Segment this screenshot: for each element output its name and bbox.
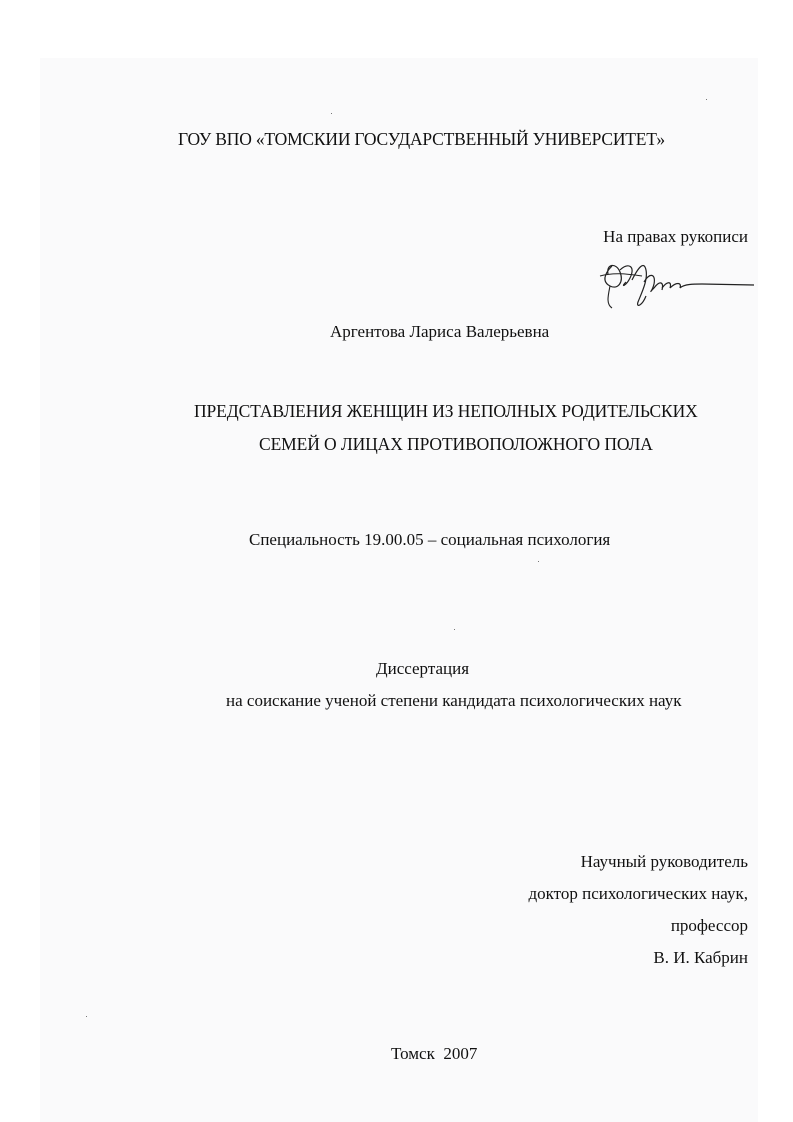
author-signature (598, 252, 758, 312)
supervisor-title: профессор (670, 916, 748, 935)
scan-speck (86, 1016, 87, 1017)
dissertation-type: Диссертация (376, 659, 470, 678)
manuscript-note: На правах рукописи (603, 227, 748, 246)
degree-sought: на соискание ученой степени кандидата психологических наук (226, 691, 682, 710)
dissertation-title-line-2: СЕМЕЙ О ЛИЦАХ ПРОТИВОПОЛОЖНОГО ПОЛА (259, 434, 653, 454)
supervisor-name: В. И. Кабрин (653, 948, 748, 967)
supervisor-role: Научный руководитель (580, 852, 748, 871)
scan-speck (706, 99, 707, 100)
author-name: Аргентова Лариса Валерьевна (330, 322, 550, 341)
scan-area (40, 58, 758, 1122)
supervisor-degree: доктор психологических наук, (528, 884, 748, 903)
scan-speck (331, 113, 332, 114)
scan-speck (454, 629, 455, 630)
dissertation-title-line-1: ПРЕДСТАВЛЕНИЯ ЖЕНЩИН ИЗ НЕПОЛНЫХ РОДИТЕЛЬСКИХ (194, 401, 698, 421)
specialty: Специальность 19.00.05 – социальная психология (249, 530, 611, 549)
scan-speck (538, 561, 539, 562)
city-year: Томск 2007 (391, 1044, 478, 1063)
university-header: ГОУ ВПО «ТОМСКИИ ГОСУДАРСТВЕННЫЙ УНИВЕРСИТЕТ» (178, 129, 665, 149)
